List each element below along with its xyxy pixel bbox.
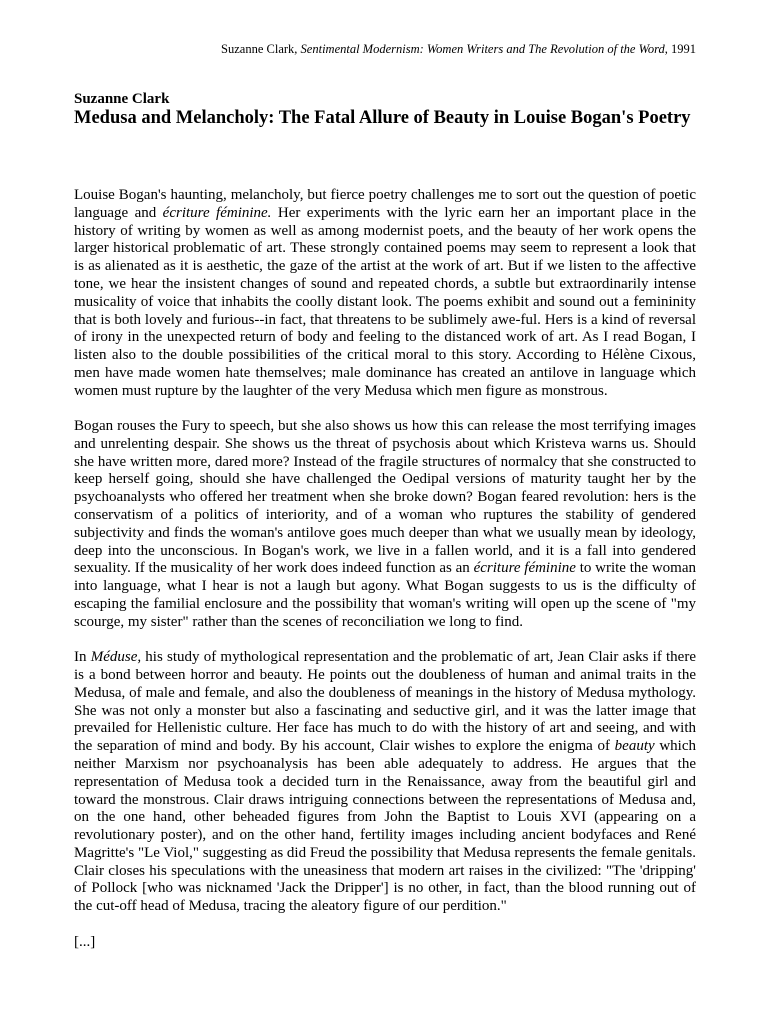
header-book-title: Sentimental Modernism: Women Writers and The Revolution of the Word	[300, 42, 665, 56]
paragraph-2-text-b: to write the woman into language, what I hear is not a laugh but agony. What Bogan suggests to us is the difficulty of escaping the familial enclosure and the possibility that woman's writing will open up the scene of "my scourge, my sister" rather than the scenes of reconciliation we long to find.	[74, 560, 696, 630]
paragraph-1-text-a: Louise Bogan's haunting, melancholy, but fierce poetry challenges me to sort out the question of poetic language and	[74, 187, 696, 221]
paragraph-1-text-b: Her experiments with the lyric earn her an important place in the history of writing by women as well as among modernist poets, and the beauty of her work opens the larger historical problematic of art. These strongly contained poems may seem to represent a look that is as alienated as it is aesthetic, the gaze of the artist at the work of art. But if we listen to the affective tone, we hear the insistent changes of sound and repeated chords, a subtle but extraordinarily intense musicality of voice that inhabits the coolly distant look. The poems exhibit and sound out a femininity that is both lovely and furious--in fact, that threatens to be sublimely awe-ful. Hers is a kind of reversal of irony in the unexpected return of body and feeling to the distanced work of art. As I read Bogan, I listen also to the double possibilities of the critical moral to this story. According to Hélène Cixous, men have made women hate themselves; male dominance has created an antilove in language which women must rupture by the laughter of the very Medusa which men figure as monstrous.	[74, 204, 696, 399]
article-body	[74, 187, 696, 951]
article-title: Medusa and Melancholy: The Fatal Allure of Beauty in Louise Bogan's Poetry	[74, 108, 691, 128]
paragraph-2-text-a: Bogan rouses the Fury to speech, but she also shows us how this can release the most terrifying images and unrelenting despair. She shows us the threat of psychosis about which Kristeva warns us. Should she have written more, dared more? Instead of the fragile structures of normalcy that she constructed to keep herself going, should she have challenged the Oedipal versions of maturity taught her by the psychoanalysts who offered her treatment when she broke down? Bogan feared revolution: hers is the conservatism of a politics of interiority, and of a woman who ruptures the stability of gendered subjectivity and finds the woman's antilove goes much deeper than what we usually mean by ideology, deep into the unconscious. In Bogan's work, we live in a fallen world, and it is a fall into gendered sexuality. If the musicality of her work does indeed function as an	[74, 418, 696, 577]
ellipsis-marker: [...]	[74, 933, 96, 950]
paragraph-3-italic-2: beauty	[614, 738, 655, 755]
paragraph-2-italic: écriture féminine	[473, 560, 576, 577]
paragraph-1	[74, 187, 696, 401]
paragraph-2	[74, 418, 696, 632]
paragraph-3-text-b: his study of mythological representation and the problematic of art, Jean Clair asks if there is a bond between horror and beauty. He points out the doubleness of human and animal traits in the Medusa, of male and female, and also the doubleness of meanings in the history of Medusa mythology. She was not only a monster but also a fascinating and seductive girl, and it was the latter image that prevailed for Hellenistic culture. Her face has much to do with the history of art and seeing, and with the separation of mind and body. By his account, Clair wishes to explore the enigma of	[74, 649, 696, 755]
paragraph-3-text-c: which neither Marxism nor psychoanalysis has been able adequately to address. He argues that the representation of Medusa took a decided turn in the Renaissance, away from the beautiful girl and toward the monstrous. Clair draws intriguing connections between the representations of Medusa and, on the one hand, other beheaded figures from John the Baptist to Louis XVI (appearing on a revolutionary poster), and on the other hand, fertility images including ancient bodyfaces and René Magritte's "Le Viol," suggesting as did Freud the possibility that Medusa represents the female genitals. Clair closes his speculations with the uneasiness that modern art raises in the civilized: "The 'dripping' of Pollock [who was nicknamed 'Jack the Dripper'] is no other, in fact, than the blood running out of the cut-off head of Medusa, tracing the aleatory figure of our perdition."	[74, 738, 696, 915]
running-header	[221, 42, 696, 57]
paragraph-3	[74, 649, 696, 916]
paragraph-1-italic: écriture féminine.	[162, 204, 272, 221]
header-author: Suzanne Clark,	[221, 42, 298, 56]
paragraph-3-text-a: In	[74, 649, 91, 666]
paragraph-3-italic-1: Méduse,	[90, 649, 142, 666]
article-author: Suzanne Clark	[74, 91, 170, 107]
header-year: , 1991	[664, 42, 696, 56]
